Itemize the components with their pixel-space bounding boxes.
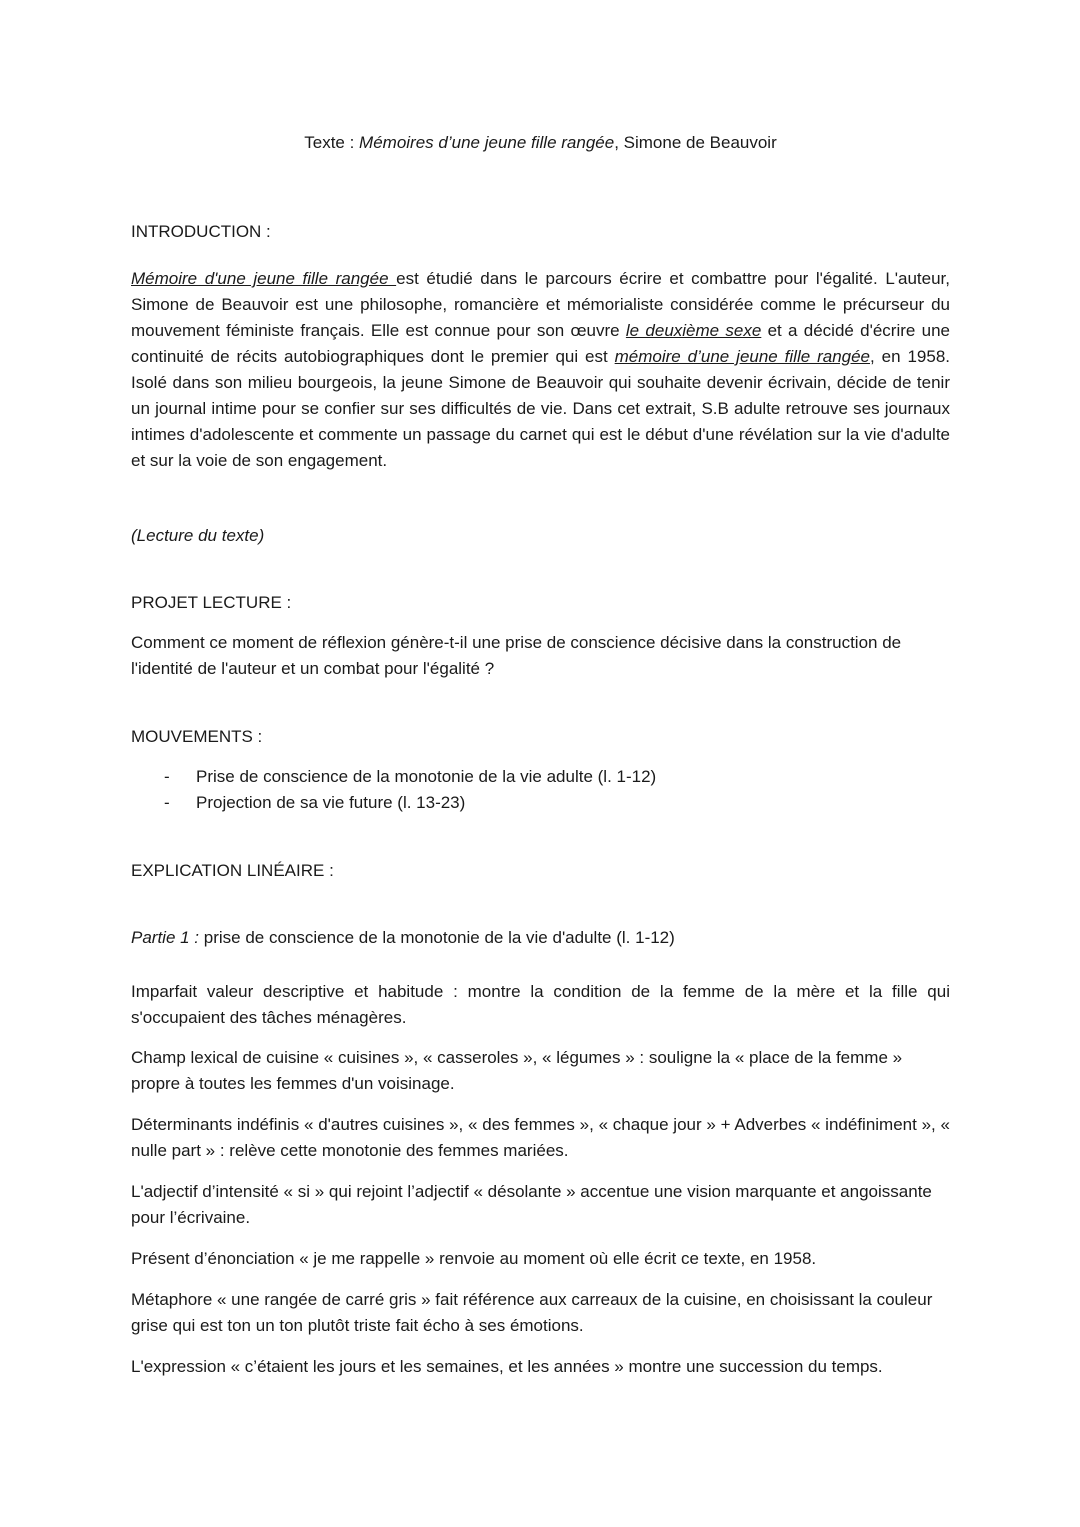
introduction-heading: INTRODUCTION : [131, 222, 271, 241]
list-dash: - [164, 767, 170, 786]
document-title [131, 132, 950, 154]
title-work: Mémoires d’une jeune fille rangée [359, 133, 615, 152]
title-suffix: , Simone de Beauvoir [614, 133, 777, 152]
intro-work-memoire: mémoire d’une jeune fille rangée [614, 347, 871, 366]
mouvements-list [131, 764, 950, 816]
list-item-text: Projection de sa vie future (l. 13-23) [196, 793, 466, 812]
explication-paragraph: Imparfait valeur descriptive et habitude : montre la condition de la femme de la mère et la fille qui s'occupaient des tâches ménagères. [131, 982, 950, 1027]
title-prefix: Texte : [304, 133, 360, 152]
explication-paragraph: Métaphore « une rangée de carré gris » fait référence aux carreaux de la cuisine, en choisissant la couleur grise qui est ton un ton plutôt triste fait écho à ses émotions. [131, 1290, 933, 1335]
projet-text: Comment ce moment de réflexion génère-t-il une prise de conscience décisive dans la construction de l'identité de l'auteur et un combat pour l'égalité ? [131, 633, 902, 678]
part-title-text: prise de conscience de la monotonie de la vie d'adulte (l. 1-12) [199, 928, 675, 947]
explication-paragraph: Présent d’énonciation « je me rappelle » renvoie au moment où elle écrit ce texte, en 1958. [131, 1249, 817, 1268]
intro-text-2: et a décidé d'écrire une continuité de récits autobiographiques dont le premier qui est [131, 321, 950, 366]
intro-work-title: Mémoire d'une jeune fille rangée [131, 269, 397, 288]
intro-text-1: est étudié dans le parcours écrire et combattre pour l'égalité. L'auteur, Simone de Beauvoir est une philosophe, romancière et mémorialiste considérée comme le précurseur du mouvement féministe français. Elle est connue pour son œuvre [131, 269, 951, 340]
intro-work-deuxieme-sexe: le deuxième sexe [625, 321, 762, 340]
explication-paragraph: L'expression « c’étaient les jours et les semaines, et les années » montre une succession du temps. [131, 1357, 883, 1376]
explication-paragraph: L'adjectif d’intensité « si » qui rejoint l’adjectif « désolante » accentue une vision marquante et angoissante pour l’écrivaine. [131, 1182, 932, 1227]
list-item-text: Prise de conscience de la monotonie de la vie adulte (l. 1-12) [196, 767, 657, 786]
mouvements-heading: MOUVEMENTS : [131, 727, 263, 746]
part-1-title [131, 927, 675, 949]
list-item [131, 764, 950, 790]
explication-heading: EXPLICATION LINÉAIRE : [131, 861, 334, 880]
explication-paragraph: Champ lexical de cuisine « cuisines », « casseroles », « légumes » : souligne la « place de la femme » propre à toutes les femmes d'un voisinage. [131, 1048, 903, 1093]
intro-text-3: , en 1958. Isolé dans son milieu bourgeois, la jeune Simone de Beauvoir qui souhaite devenir écrivain, décide de tenir un journal intime pour se confier sur ses difficultés de vie. Dans cet extrait, S.B adulte retrouve ses journaux intimes d'adolescente et commente un passage du carnet qui est le début d'une révélation sur la vie d'adulte et sur la voie de son engagement. [131, 347, 950, 470]
explication-paragraph: Déterminants indéfinis « d'autres cuisines », « des femmes », « chaque jour » + Adverbes « indéfiniment », « nulle part » : relève cette monotonie des femmes mariées. [131, 1115, 950, 1160]
part-label: Partie 1 : [131, 928, 200, 947]
list-dash: - [164, 793, 170, 812]
list-item [131, 790, 950, 816]
reading-note: (Lecture du texte) [131, 526, 265, 545]
projet-heading: PROJET LECTURE : [131, 593, 292, 612]
introduction-paragraph [131, 266, 950, 474]
